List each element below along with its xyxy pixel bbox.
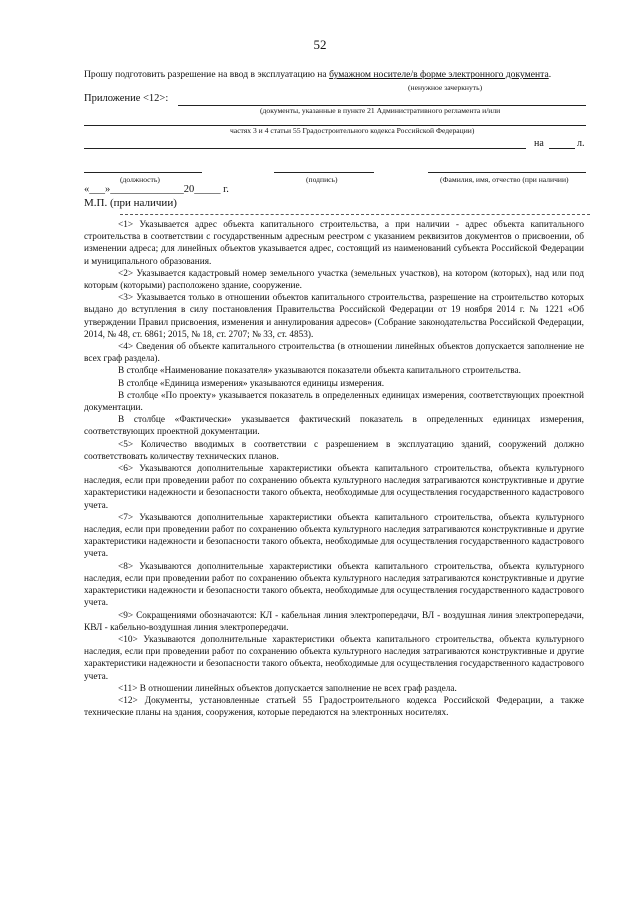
footnote-4-project-column: В столбце «По проекту» указывается показатель в определенных единицах измерения, соответствующих проектной документации. [84,390,584,414]
footnote-12: <12> Документы, установленные статьей 55 Градостроительного кодекса Российской Федерации, а также технические планы на здания, сооружения, которые передаются на электронных носителях. [84,695,584,719]
appendix-label: Приложение <12>: [84,93,169,104]
footnote-6: <6> Указываются дополнительные характеристики объекта капитального строительства, объекта культурного наследия, если при проведении работ по сохранению объекта культурного наследия затрагиваются конструктивные и другие характеристики надежности и безопасности такого объекта, необходимые для осуществления государственного кадастрового учета. [84,464,584,511]
footnote-2: <2> Указывается кадастровый номер земельного участка (земельных участков), на котором (которых), над или под которым (которыми) расположено здание, сооружение. [84,268,584,292]
position-caption: (должность) [120,175,160,184]
footnote-8: <8> Указываются дополнительные характеристики объекта капитального строительства, объекта культурного наследия, если при проведении работ по сохранению объекта культурного наследия затрагиваются конструктивные и другие характеристики надежности и безопасности такого объекта, необходимые для осуществления государственного кадастрового учета. [84,561,584,609]
footnote-9: <9> Сокращениями обозначаются: КЛ - кабельная линия электропередачи, ВЛ - воздушная линия электропередачи, КВЛ - кабельно-воздушная линия электропередачи. [84,610,584,633]
request-prefix: Прошу подготовить разрешение на ввод в эксплуатацию на [84,69,330,80]
footnote-11: <11> В отношении линейных объектов допускается заполнение не всех граф раздела. [118,683,457,694]
signature-caption: (подпись) [306,175,338,184]
footnote-5: <5> Количество вводимых в соответствии с разрешением в эксплуатацию зданий, сооружений должно соответствовать количеству технических планов. [84,439,584,462]
stamp-label: М.П. (при наличии) [84,197,177,209]
sheets-unit: л. [577,138,585,149]
sheets-count-line [549,148,575,149]
footnote-4-actual-column: В столбце «Фактически» указывается фактический показатель в определенных единицах измерения, соответствующих проектной документации. [84,415,584,438]
footnote-3: <3> Указывается только в отношении объектов капитального строительства, разрешение на строительство которых выдано до вступления в силу постановления Правительства Российской Федерации от 19 ноября 2014 г. № 1221 «Об утверждении Правил присвоения, изменения и аннулирования адресов» (Собрание законодательства Российской Федерации, 2014, № 48, ст. 6861; 2015, № 18, ст. 2707; № 33, ст. 4853). [84,293,584,340]
footnote-4: <4> Сведения об объекте капитального строительства (в отношении линейных объектов допускается заполнение не всех граф раздела). [84,342,584,365]
signature-line [274,172,374,173]
request-suffix: . [548,69,552,80]
appendix-line-3 [84,148,526,149]
sheets-on: на [534,138,544,149]
appendix-caption-2: частях 3 и 4 статьи 55 Градостроительного кодекса Российской Федерации) [230,126,475,135]
name-line [428,172,586,173]
strike-hint: (ненужное зачеркнуть) [408,83,483,92]
footnote-4-unit-column: В столбце «Единица измерения» указываются единицы измерения. [118,378,385,389]
date-line: «___»______________20_____ г. [84,184,229,195]
footnote-10: <10> Указываются дополнительные характеристики объекта капитального строительства, объекта культурного наследия, если при проведении работ по сохранению объекта культурного наследия затрагиваются конструктивные и другие характеристики надежности и безопасности такого объекта, необходимые для осуществления государственного кадастрового учета. [84,634,584,682]
footnote-7: <7> Указываются дополнительные характеристики объекта капитального строительства, объекта культурного наследия, если при проведении работ по сохранению объекта культурного наследия затрагиваются конструктивные и другие характеристики надежности и безопасности такого объекта, необходимые для осуществления государственного кадастрового учета. [84,512,584,560]
request-line [84,69,551,80]
position-line [84,172,202,173]
footnotes [84,219,584,719]
footnote-4-name-column: В столбце «Наименование показателя» указываются показатели объекта капитального строительства. [118,366,521,377]
request-format-options: бумажном носителе/в форме электронного документа [329,69,549,80]
page-number: 52 [313,37,327,52]
footnote-1: <1> Указывается адрес объекта капитального строительства, а при наличии - адрес объекта капитального строительства в соответствии с государственным адресным реестром с указанием реквизитов документов о присвоении, об изменении адреса; для линейных объектов указывается адрес, состоящий из наименований субъекта Российской Федерации и муниципального образования. [84,220,584,267]
notes-separator [120,214,590,215]
appendix-caption-1: (документы, указанные в пункте 21 Административного регламента и/или [260,106,501,115]
name-caption: (Фамилия, имя, отчество (при наличии) [440,175,569,184]
